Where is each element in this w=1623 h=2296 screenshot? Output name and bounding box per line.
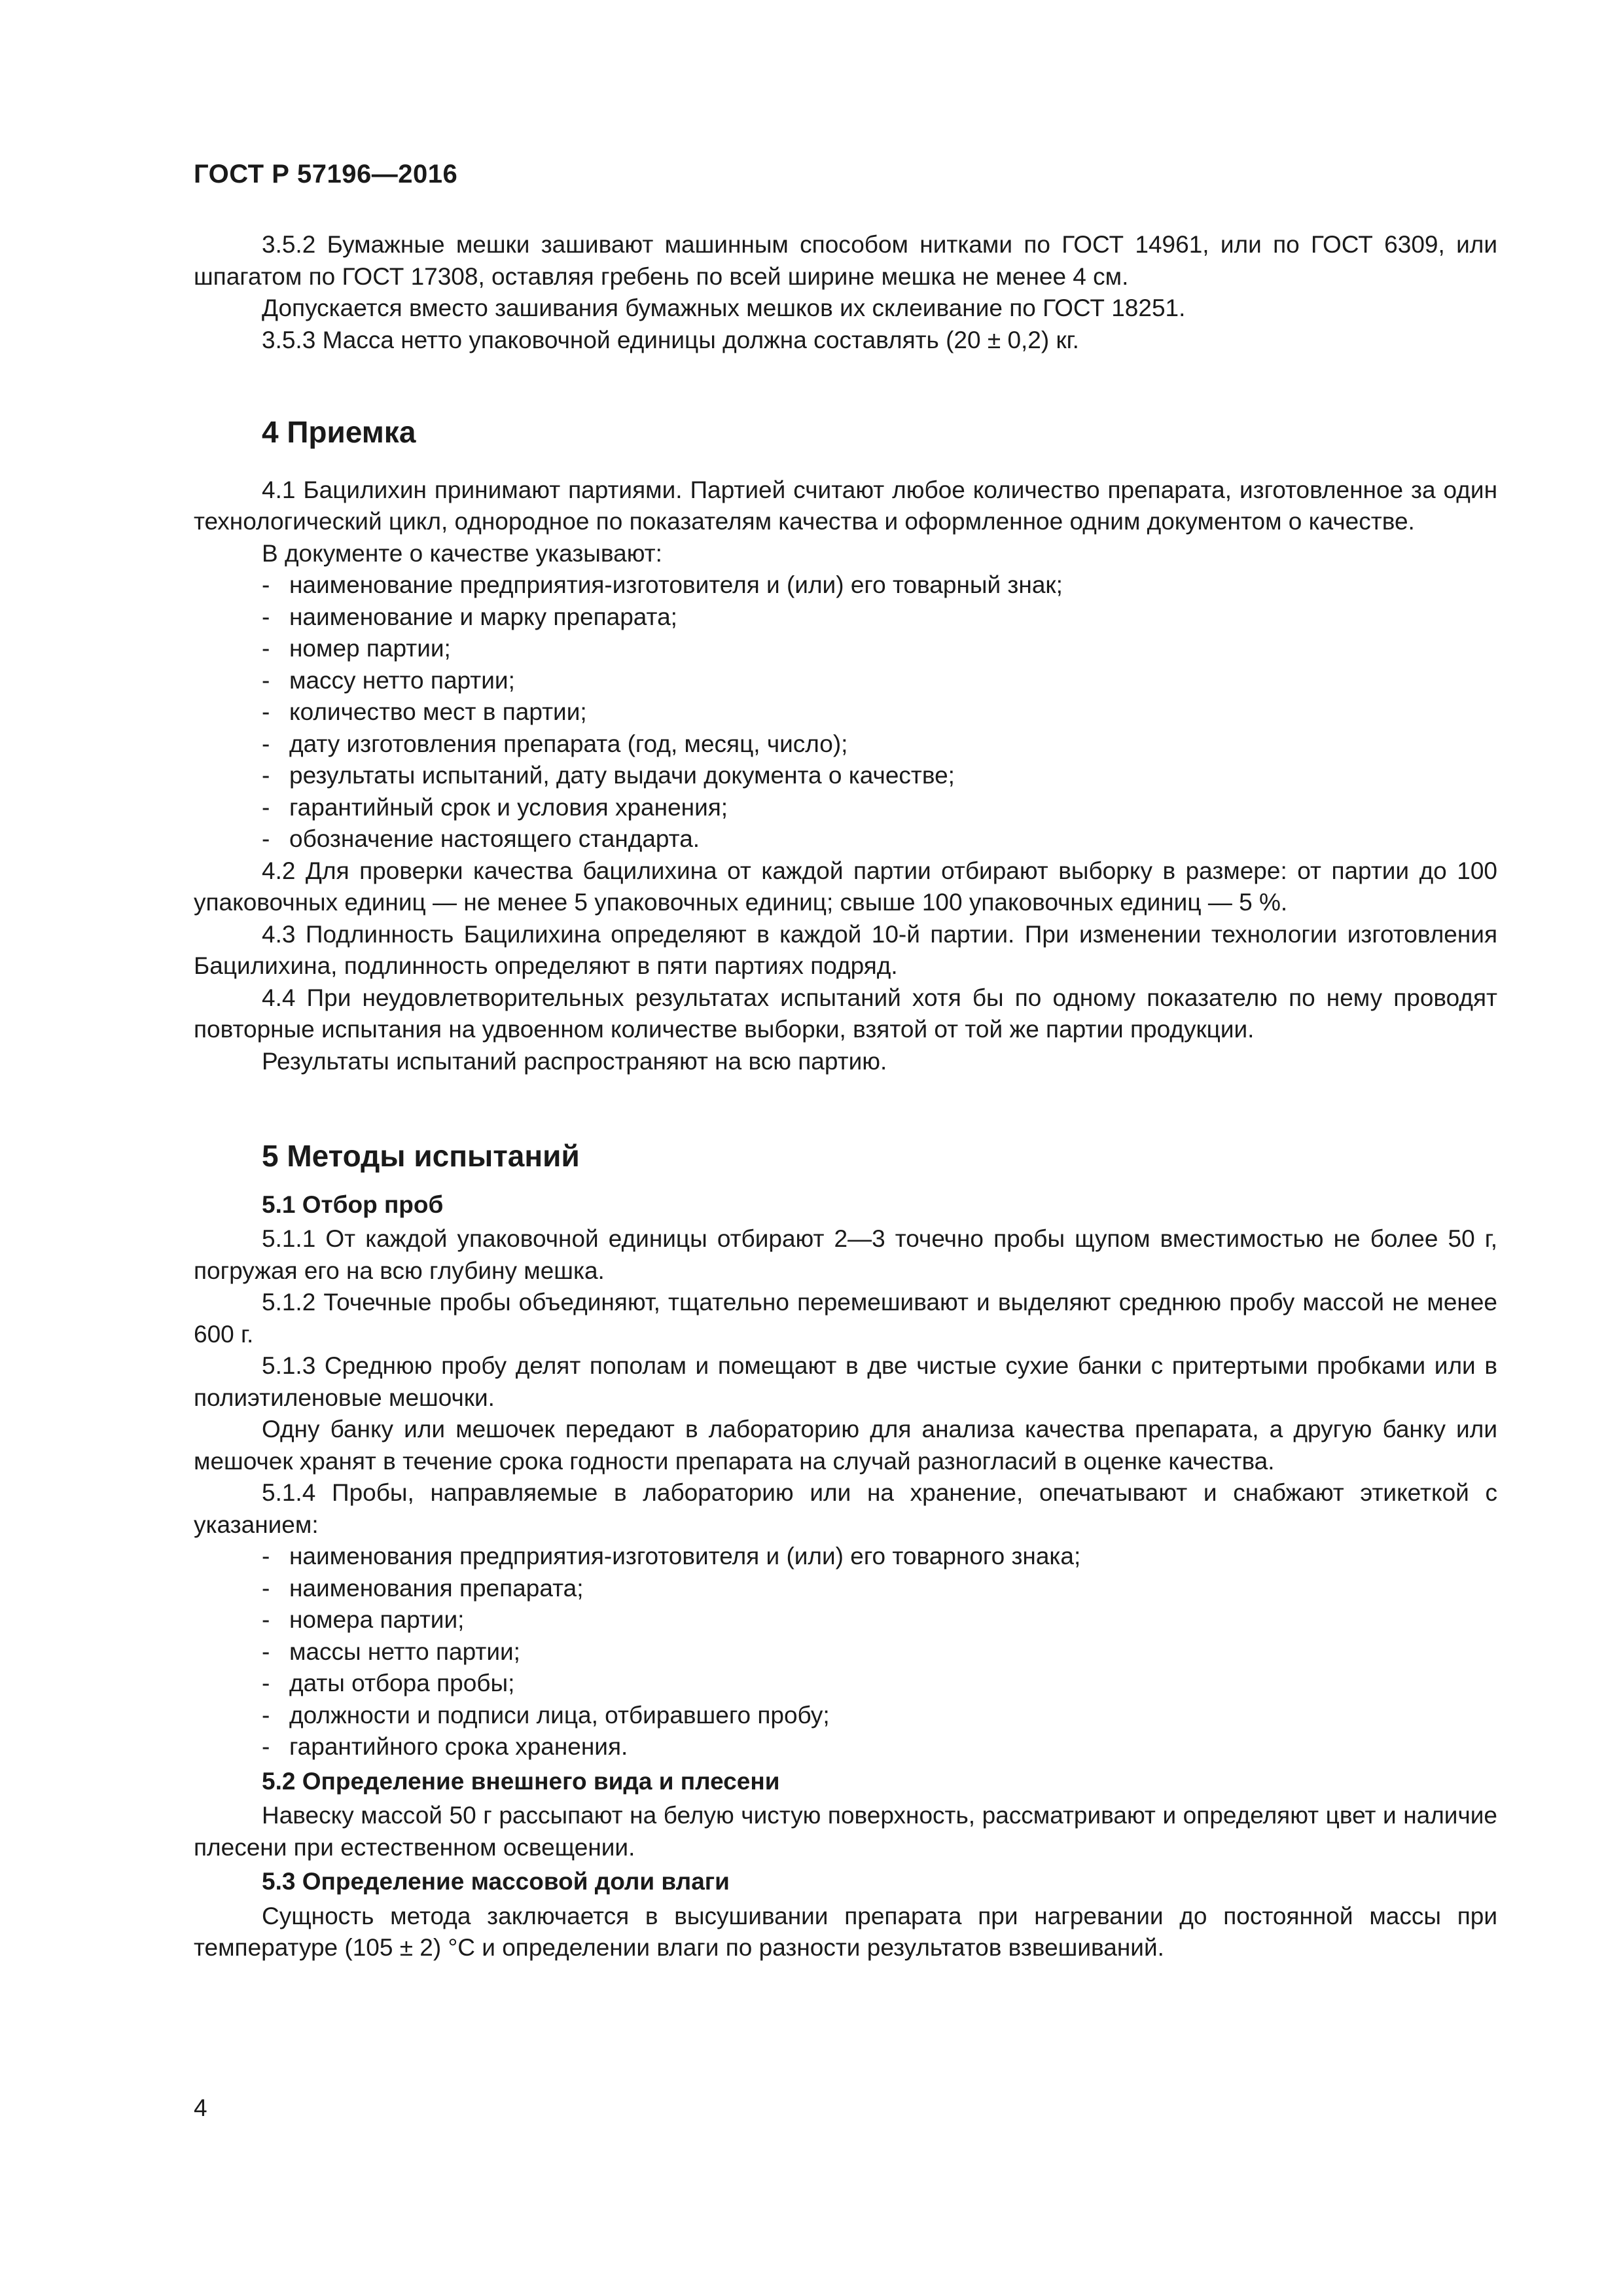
paragraph-3-5-2-note: Допускается вместо зашивания бумажных мешков их склеивание по ГОСТ 18251. [262,295,1186,321]
subsection-5-2-heading: 5.2 Определение внешнего вида и плесени [262,1767,780,1795]
section-4-heading: 4 Приемка [262,415,416,449]
list-item: - массу нетто партии; [262,666,515,694]
paragraph-5-2: Навеску массой 50 г рассыпают на белую чистую поверхность, рассматривают и определяют цвет и наличие плесени при естественном освещении. [194,1802,1497,1861]
document-body [194,229,1497,1964]
paragraph-5-1-3-note: Одну банку или мешочек передают в лабораторию для анализа качества препарата, а другую банку или мешочек хранят в течение срока годности препарата на случай разногласий в оценке качества. [194,1416,1497,1475]
subsection-5-3-heading: 5.3 Определение массовой доли влаги [262,1868,730,1895]
paragraph-5-1-4: 5.1.4 Пробы, направляемые в лабораторию или на хранение, опечатывают и снабжают этикеткой с указанием: [194,1479,1497,1538]
list-item: - результаты испытаний, дату выдачи документа о качестве; [262,762,955,789]
paragraph-4-2: 4.2 Для проверки качества бацилихина от каждой партии отбирают выборку в размере: от партии до 100 упаковочных единиц — не менее 5 упаковочных единиц; свыше 100 упаковочных единиц — 5 %. [194,857,1497,916]
list-item: - должности и подписи лица, отбиравшего пробу; [262,1701,830,1729]
paragraph-3-5-3: 3.5.3 Масса нетто упаковочной единицы должна составлять (20 ± 0,2) кг. [262,326,1079,353]
page-number: 4 [194,2094,207,2121]
list-item: - наименование и марку препарата; [262,603,677,630]
list-item: - наименование предприятия-изготовителя и (или) его товарный знак; [262,571,1063,598]
list-item: - наименования предприятия-изготовителя и (или) его товарного знака; [262,1543,1081,1570]
subsection-5-1-heading: 5.1 Отбор проб [262,1191,444,1218]
paragraph-5-1-2: 5.1.2 Точечные пробы объединяют, тщательно перемешивают и выделяют среднюю пробу массой не менее 600 г. [194,1289,1497,1348]
paragraph-5-1-1: 5.1.1 От каждой упаковочной единицы отбирают 2—3 точечно пробы щупом вместимостью не более 50 г, погружая его на всю глубину мешка. [194,1225,1497,1284]
section-5-heading: 5 Методы испытаний [262,1139,580,1173]
paragraph-3-5-2: 3.5.2 Бумажные мешки зашивают машинным способом нитками по ГОСТ 14961, или по ГОСТ 6309, или шпагатом по ГОСТ 17308, оставляя гребень по всей ширине мешка не менее 4 см. [194,231,1497,290]
paragraph-5-3: Сущность метода заключается в высушивании препарата при нагревании до постоянной массы при температуре (105 ± 2) °С и определении влаги по разности результатов взвешиваний. [194,1902,1497,1961]
paragraph-4-1-intro: В документе о качестве указывают: [262,539,662,567]
list-item: - количество мест в партии; [262,698,587,725]
list-item: - дату изготовления препарата (год, месяц, число); [262,730,848,757]
section-4-list [194,569,1497,855]
section-5-1-4-list [194,1541,1497,1763]
list-item: - наименования препарата; [262,1574,584,1602]
paragraph-4-3: 4.3 Подлинность Бацилихина определяют в каждой 10-й партии. При изменении технологии изготовления Бацилихина, подлинность определяют в пяти партиях подряд. [194,920,1497,979]
list-item: - даты отбора пробы; [262,1670,515,1696]
list-item: - гарантийного срока хранения. [262,1733,628,1760]
paragraph-4-4-result: Результаты испытаний распространяют на всю партию. [262,1047,887,1075]
paragraph-5-1-3: 5.1.3 Среднюю пробу делят пополам и помещают в две чистые сухие банки с притертыми пробками или в полиэтиленовые мешочки. [194,1352,1497,1411]
list-item: - номер партии; [262,635,451,662]
document-header-code: ГОСТ Р 57196—2016 [194,160,458,188]
paragraph-4-4: 4.4 При неудовлетворительных результатах испытаний хотя бы по одному показателю по нему проводят повторные испытания на удвоенном количестве выборки, взятой от той же партии продукции. [194,984,1497,1043]
list-item: - номера партии; [262,1606,465,1633]
paragraph-4-1: 4.1 Бацилихин принимают партиями. Партией считают любое количество препарата, изготовленное за один технологический цикл, однородное по показателям качества и оформленное одним документом о качестве. [194,476,1497,535]
list-item: - массы нетто партии; [262,1638,520,1665]
list-item: - обозначение настоящего стандарта. [262,825,700,852]
list-item: - гарантийный срок и условия хранения; [262,793,728,821]
